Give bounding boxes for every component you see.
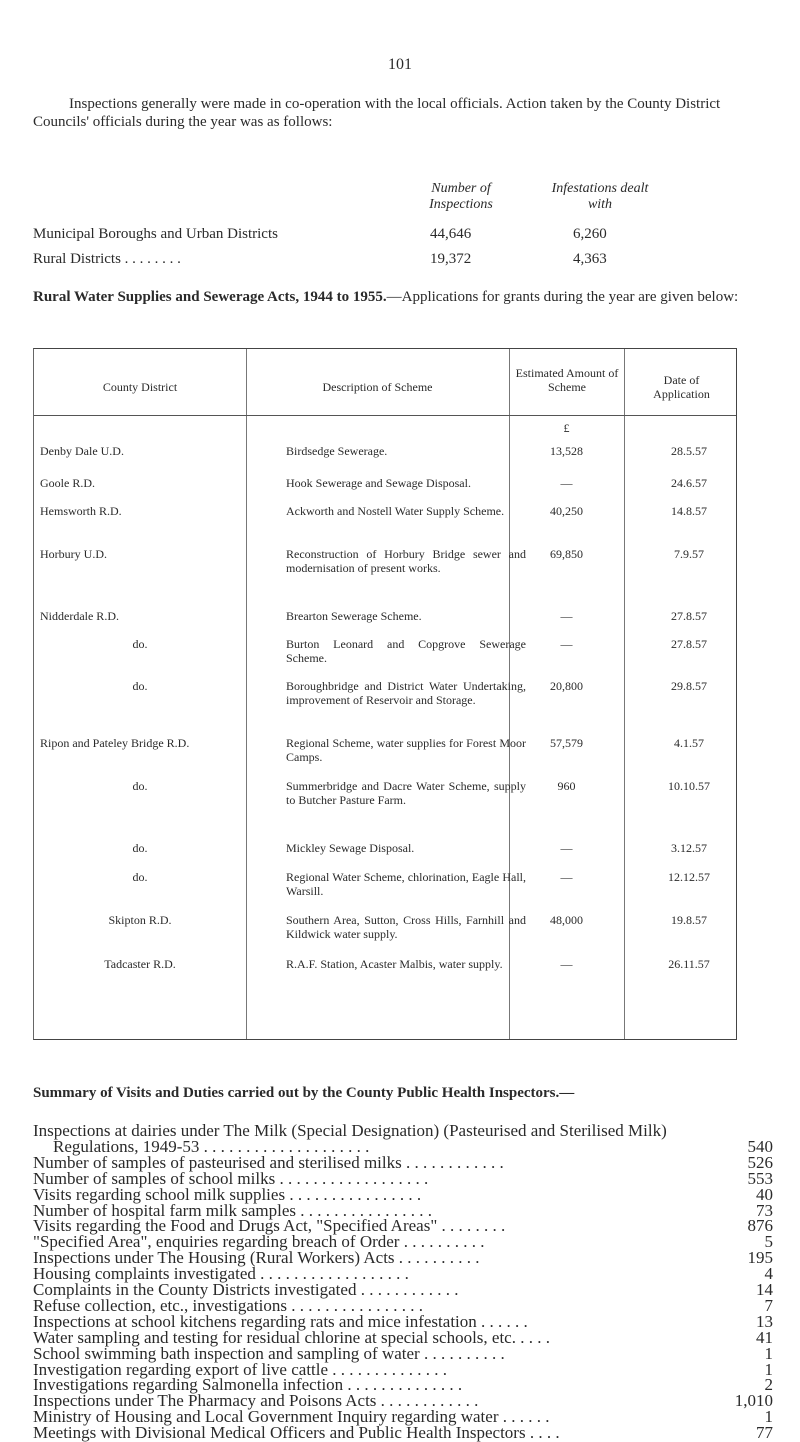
summary-item-value: 195 (747, 1248, 773, 1268)
rws-paragraph (33, 289, 771, 305)
summary-item-label: Refuse collection, etc., investigations . . . . . . . . . . . . . . . . (33, 1295, 423, 1315)
summary-item-label: Meetings with Divisional Medical Officers and Public Health Inspectors . . . . (33, 1423, 560, 1442)
inspections-row (33, 251, 773, 271)
row-district: Hemsworth R.D. (40, 504, 122, 518)
intro-paragraph: Inspections generally were made in co-operation with the local officials. Action taken by the County District Councils' officials during the year was as follows: (33, 96, 721, 130)
row-amount: — (560, 637, 573, 651)
row-amount: 57,579 (550, 736, 583, 750)
rws-heading: Rural Water Supplies and Sewerage Acts, 1944 to 1955. (33, 289, 387, 305)
summary-item-value: 553 (747, 1168, 773, 1188)
row-district: Nidderdale R.D. (40, 609, 119, 623)
row-date: 24.6.57 (671, 476, 707, 490)
summary-item-label: Number of samples of pasteurised and sterilised milks . . . . . . . . . . . . (33, 1152, 504, 1172)
summary-item-label: Complaints in the County Districts investigated . . . . . . . . . . . . (33, 1280, 459, 1299)
row-district: do. (132, 637, 148, 651)
inspections-row (33, 226, 773, 246)
row-amount: — (560, 957, 573, 971)
summary-item-value: 5 (764, 1232, 773, 1252)
summary-item-value: 526 (747, 1152, 773, 1172)
summary-item-label: School swimming bath inspection and sampling of water . . . . . . . . . . (33, 1343, 505, 1363)
row-description: Hook Sewerage and Sewage Disposal. (286, 476, 471, 490)
summary-item-value: 13 (756, 1311, 773, 1331)
row-district: do. (132, 779, 148, 793)
row-amount: 960 (557, 779, 576, 793)
summary-item-label: Number of hospital farm milk samples . . . . . . . . . . . . . . . . (33, 1200, 432, 1220)
row-date: 27.8.57 (671, 637, 707, 651)
row-description: Burton Leonard and Copgrove Sewerage Scheme. (286, 637, 526, 665)
summary-item-label: Water sampling and testing for residual chlorine at special schools, etc. . . . . (33, 1327, 550, 1347)
header-county-district: County District (102, 380, 178, 394)
rws-text: —Applications for grants during the year are given below: (386, 289, 739, 305)
header-date: Date of Application (653, 373, 710, 401)
currency-symbol: £ (563, 421, 570, 435)
infestations-value: 4,363 (573, 251, 607, 267)
header-number-of-inspections: Number of Inspections (429, 181, 493, 212)
summary-item-value: 2 (764, 1375, 773, 1395)
row-date: 14.8.57 (671, 504, 707, 518)
summary-item-value: 41 (756, 1327, 773, 1347)
row-label: Municipal Boroughs and Urban Districts (33, 226, 278, 242)
row-description: Birdsedge Sewerage. (286, 444, 388, 458)
row-date: 10.10.57 (668, 779, 710, 793)
row-district: Ripon and Pateley Bridge R.D. (40, 736, 190, 750)
row-district: do. (132, 841, 148, 855)
summary-item-label: Housing complaints investigated . . . . . . . . . . . . . . . . . . (33, 1264, 409, 1284)
row-date: 19.8.57 (671, 913, 707, 927)
summary-item-label: Inspections under The Pharmacy and Poisons Acts . . . . . . . . . . . . (33, 1391, 479, 1411)
row-date: 12.12.57 (668, 870, 710, 884)
summary-item-label: Inspections under The Housing (Rural Workers) Acts . . . . . . . . . . (33, 1248, 480, 1268)
row-district: Skipton R.D. (108, 913, 172, 927)
summary-item-value: 14 (756, 1280, 773, 1299)
row-amount: — (560, 870, 573, 884)
row-amount: — (560, 609, 573, 623)
row-label: Rural Districts . . . . . . . . (33, 251, 181, 267)
row-district: Goole R.D. (40, 476, 95, 490)
summary-item-label: Investigations regarding Salmonella infection . . . . . . . . . . . . . . (33, 1375, 463, 1395)
row-amount: 69,850 (550, 547, 583, 561)
row-description: R.A.F. Station, Acaster Malbis, water supply. (286, 957, 503, 971)
inspections-value: 19,372 (430, 251, 472, 267)
row-description: Summerbridge and Dacre Water Scheme, supply to Butcher Pasture Farm. (286, 779, 526, 807)
list-item (33, 1424, 773, 1442)
summary-item-value: 4 (764, 1264, 773, 1284)
row-date: 4.1.57 (674, 736, 704, 750)
row-date: 27.8.57 (671, 609, 707, 623)
row-date: 7.9.57 (674, 547, 704, 561)
summary-item-label: Regulations, 1949-53 . . . . . . . . . . . . . . . . . . . . (53, 1136, 370, 1156)
header-divider (34, 415, 736, 416)
summary-item-value: 1 (764, 1343, 773, 1363)
summary-title: Summary of Visits and Duties carried out by the County Public Health Inspectors.— (33, 1085, 575, 1101)
summary-item-value: 876 (747, 1216, 773, 1236)
summary-item-value: 7 (764, 1295, 773, 1315)
row-date: 28.5.57 (671, 444, 707, 458)
row-amount: — (560, 841, 573, 855)
row-description: Regional Scheme, water supplies for Forest Moor Camps. (286, 736, 526, 764)
row-district: Tadcaster R.D. (104, 957, 176, 971)
row-district: do. (132, 679, 148, 693)
row-description: Brearton Sewerage Scheme. (286, 609, 422, 623)
summary-item-label: Number of samples of school milks . . . . . . . . . . . . . . . . . . (33, 1168, 429, 1188)
inspections-value: 44,646 (430, 226, 472, 242)
header-amount: Estimated Amount of Scheme (515, 366, 619, 394)
summary-item-label: Visits regarding the Food and Drugs Act, "Specified Areas" . . . . . . . . (33, 1216, 506, 1236)
row-amount: 48,000 (550, 913, 583, 927)
row-date: 29.8.57 (671, 679, 707, 693)
row-description: Reconstruction of Horbury Bridge sewer and modernisation of present works. (286, 547, 526, 575)
summary-item-value: 73 (756, 1200, 773, 1220)
row-description: Regional Water Scheme, chlorination, Eagle Hall, Warsill. (286, 870, 526, 898)
row-description: Boroughbridge and District Water Undertaking, improvement of Reservoir and Storage. (286, 679, 526, 707)
row-description: Southern Area, Sutton, Cross Hills, Farnhill and Kildwick water supply. (286, 913, 526, 941)
row-description: Mickley Sewage Disposal. (286, 841, 415, 855)
header-description: Description of Scheme (322, 380, 433, 394)
summary-item-label: Inspections at school kitchens regarding rats and mice infestation . . . . . . (33, 1311, 528, 1331)
summary-item-value: 1 (764, 1407, 773, 1427)
scheme-table (33, 348, 737, 1040)
summary-item-label: "Specified Area", enquiries regarding breach of Order . . . . . . . . . . (33, 1232, 485, 1252)
row-description: Ackworth and Nostell Water Supply Scheme. (286, 504, 505, 518)
row-district: Horbury U.D. (40, 547, 107, 561)
row-district: Denby Dale U.D. (40, 444, 124, 458)
row-amount: 40,250 (550, 504, 583, 518)
summary-item-label: Ministry of Housing and Local Government Inquiry regarding water . . . . . . (33, 1407, 550, 1427)
header-infestations-dealt-with: Infestations dealt with (551, 181, 649, 212)
row-district: do. (132, 870, 148, 884)
row-amount: 20,800 (550, 679, 583, 693)
row-amount: 13,528 (550, 444, 583, 458)
row-date: 3.12.57 (671, 841, 707, 855)
row-amount: — (560, 476, 573, 490)
summary-item-label: Visits regarding school milk supplies . . . . . . . . . . . . . . . . (33, 1184, 422, 1204)
summary-item-value: 540 (747, 1136, 773, 1156)
summary-item-label: Inspections at dairies under The Milk (Special Designation) (Pasteurised and Sterilised Milk) (33, 1121, 667, 1140)
summary-item-value: 1 (764, 1359, 773, 1379)
row-date: 26.11.57 (668, 957, 710, 971)
column-divider (624, 349, 625, 1039)
summary-item-value: 1,010 (734, 1391, 773, 1411)
page-number: 101 (388, 56, 412, 73)
summary-item-value: 77 (756, 1423, 773, 1442)
summary-item-label: Investigation regarding export of live cattle . . . . . . . . . . . . . . (33, 1359, 448, 1379)
infestations-value: 6,260 (573, 226, 607, 242)
summary-item-value: 40 (756, 1184, 773, 1204)
